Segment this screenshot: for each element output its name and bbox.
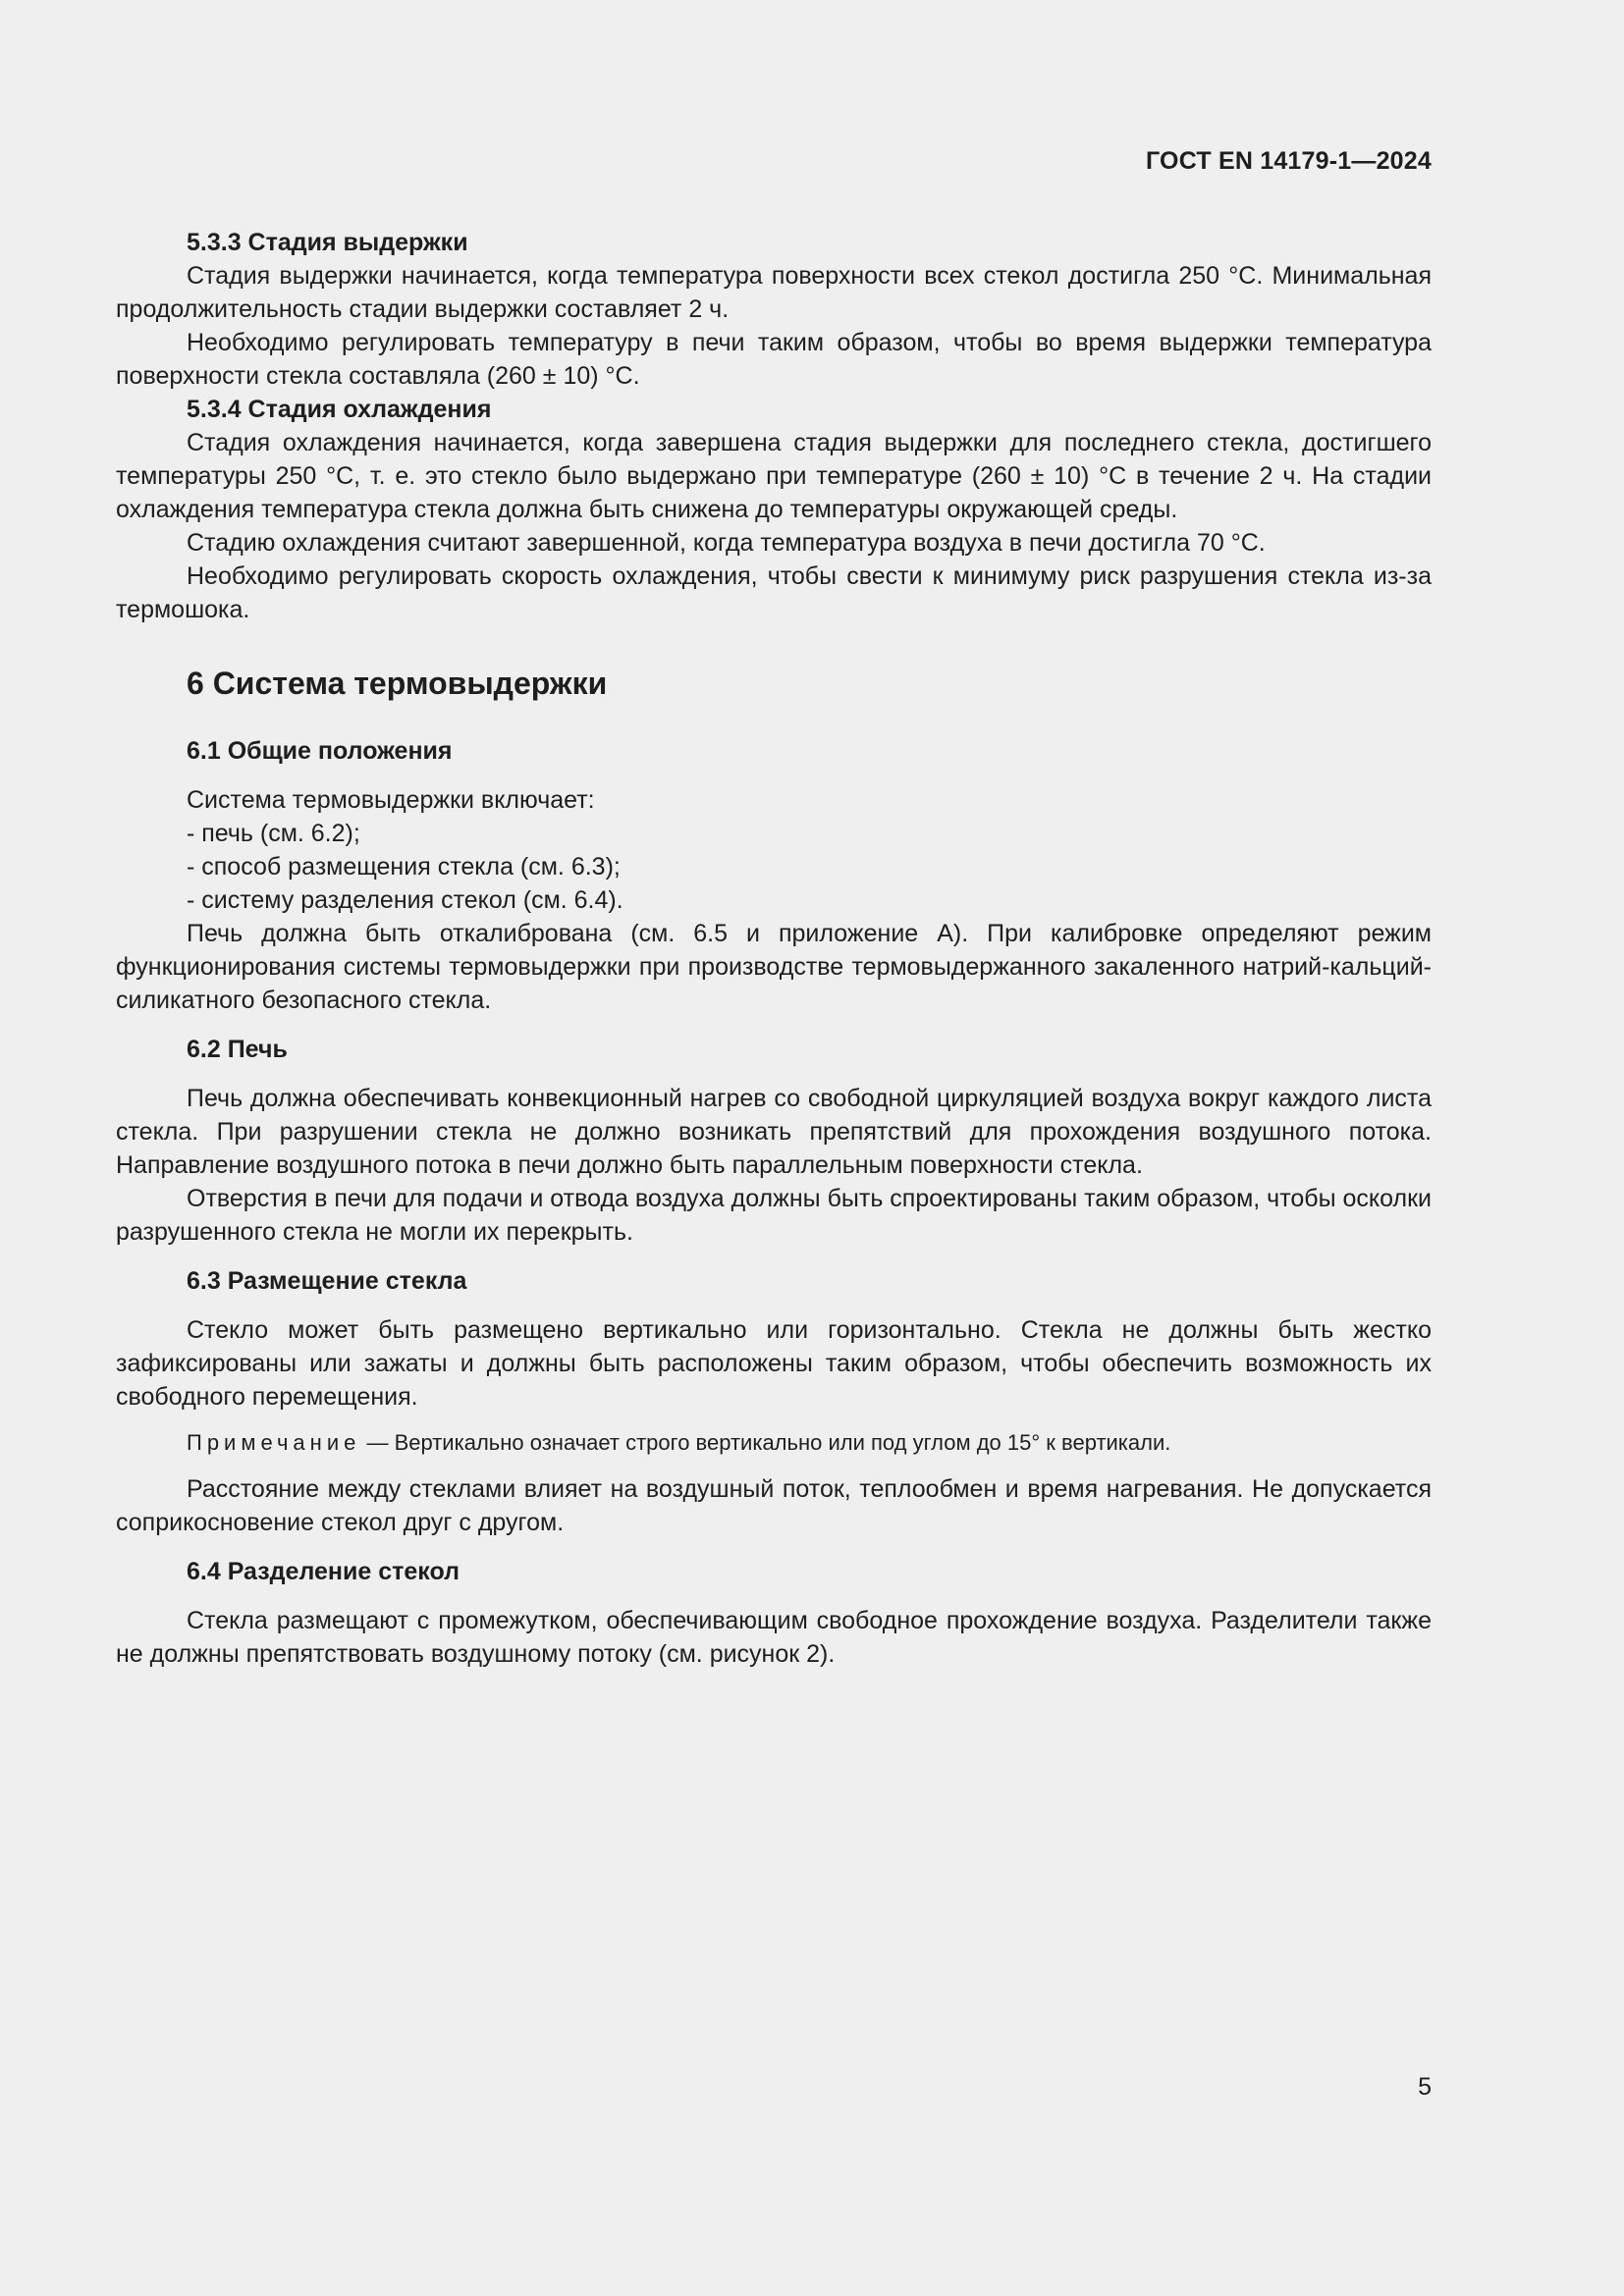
page-number: 5 xyxy=(1418,2073,1432,2101)
paragraph: Печь должна быть откалибрована (см. 6.5 и приложение А). При калибровке определяют режим функционирования системы термовыдержки при производстве термовыдержанного закаленного натрий-кальций-силикатного безопасного стекла. xyxy=(116,920,1432,1014)
document-page xyxy=(116,0,1432,2296)
section-heading-5-3-3: 5.3.3 Стадия выдержки xyxy=(187,229,468,256)
paragraph: Необходимо регулировать скорость охлаждения, чтобы свести к минимуму риск разрушения стекла из-за термошока. xyxy=(116,562,1432,623)
note xyxy=(116,1427,1432,1459)
paragraph: Стадию охлаждения считают завершенной, когда температура воздуха в печи достигла 70 °С. xyxy=(187,529,1266,557)
list-item: - печь (см. 6.2); xyxy=(187,820,360,847)
section-heading-6-1: 6.1 Общие положения xyxy=(187,737,453,765)
paragraph: Расстояние между стеклами влияет на воздушный поток, теплообмен и время нагревания. Не допускается соприкосновение стекол друг с другом. xyxy=(116,1475,1432,1536)
paragraph: Печь должна обеспечивать конвекционный нагрев со свободной циркуляцией воздуха вокруг каждого листа стекла. При разрушении стекла не должно возникать препятствий для прохождения воздушного потока. Направление воздушного потока в печи должно быть параллельным поверхности стекла. xyxy=(116,1085,1432,1179)
document-code: ГОСТ EN 14179-1—2024 xyxy=(1146,147,1432,175)
section-heading-6-2: 6.2 Печь xyxy=(187,1036,288,1063)
list-item: - систему разделения стекол (см. 6.4). xyxy=(187,886,623,914)
paragraph: Стекло может быть размещено вертикально или горизонтально. Стекла не должны быть жестко зафиксированы или зажаты и должны быть расположены таким образом, чтобы обеспечить возможность их свободного перемещения. xyxy=(116,1316,1432,1411)
note-text: — Вертикально означает строго вертикально или под углом до 15° к вертикали. xyxy=(360,1430,1171,1455)
paragraph: Стадия охлаждения начинается, когда завершена стадия выдержки для последнего стекла, достигшего температуры 250 °С, т. е. это стекло было выдержано при температуре (260 ± 10) °С в течение 2 ч. На стадии охлаждения температура стекла должна быть снижена до температуры окружающей среды. xyxy=(116,429,1432,523)
section-heading-6-3: 6.3 Размещение стекла xyxy=(187,1267,467,1295)
paragraph: Система термовыдержки включает: xyxy=(187,786,595,814)
section-heading-6-4: 6.4 Разделение стекол xyxy=(187,1558,460,1585)
section-heading-5-3-4: 5.3.4 Стадия охлаждения xyxy=(187,396,492,423)
note-label: Примечание xyxy=(187,1430,361,1455)
list-item: - способ размещения стекла (см. 6.3); xyxy=(187,853,621,881)
paragraph: Отверстия в печи для подачи и отвода воздуха должны быть спроектированы таким образом, чтобы осколки разрушенного стекла не могли их перекрыть. xyxy=(116,1185,1432,1246)
paragraph: Необходимо регулировать температуру в печи таким образом, чтобы во время выдержки температура поверхности стекла составляла (260 ± 10) °С. xyxy=(116,329,1432,390)
page-content xyxy=(116,226,1432,1671)
section-heading-6: 6 Система термовыдержки xyxy=(187,666,608,701)
paragraph: Стекла размещают с промежутком, обеспечивающим свободное прохождение воздуха. Разделители также не должны препятствовать воздушному потоку (см. рисунок 2). xyxy=(116,1607,1432,1668)
paragraph: Стадия выдержки начинается, когда температура поверхности всех стекол достигла 250 °С. Минимальная продолжительность стадии выдержки составляет 2 ч. xyxy=(116,262,1432,323)
